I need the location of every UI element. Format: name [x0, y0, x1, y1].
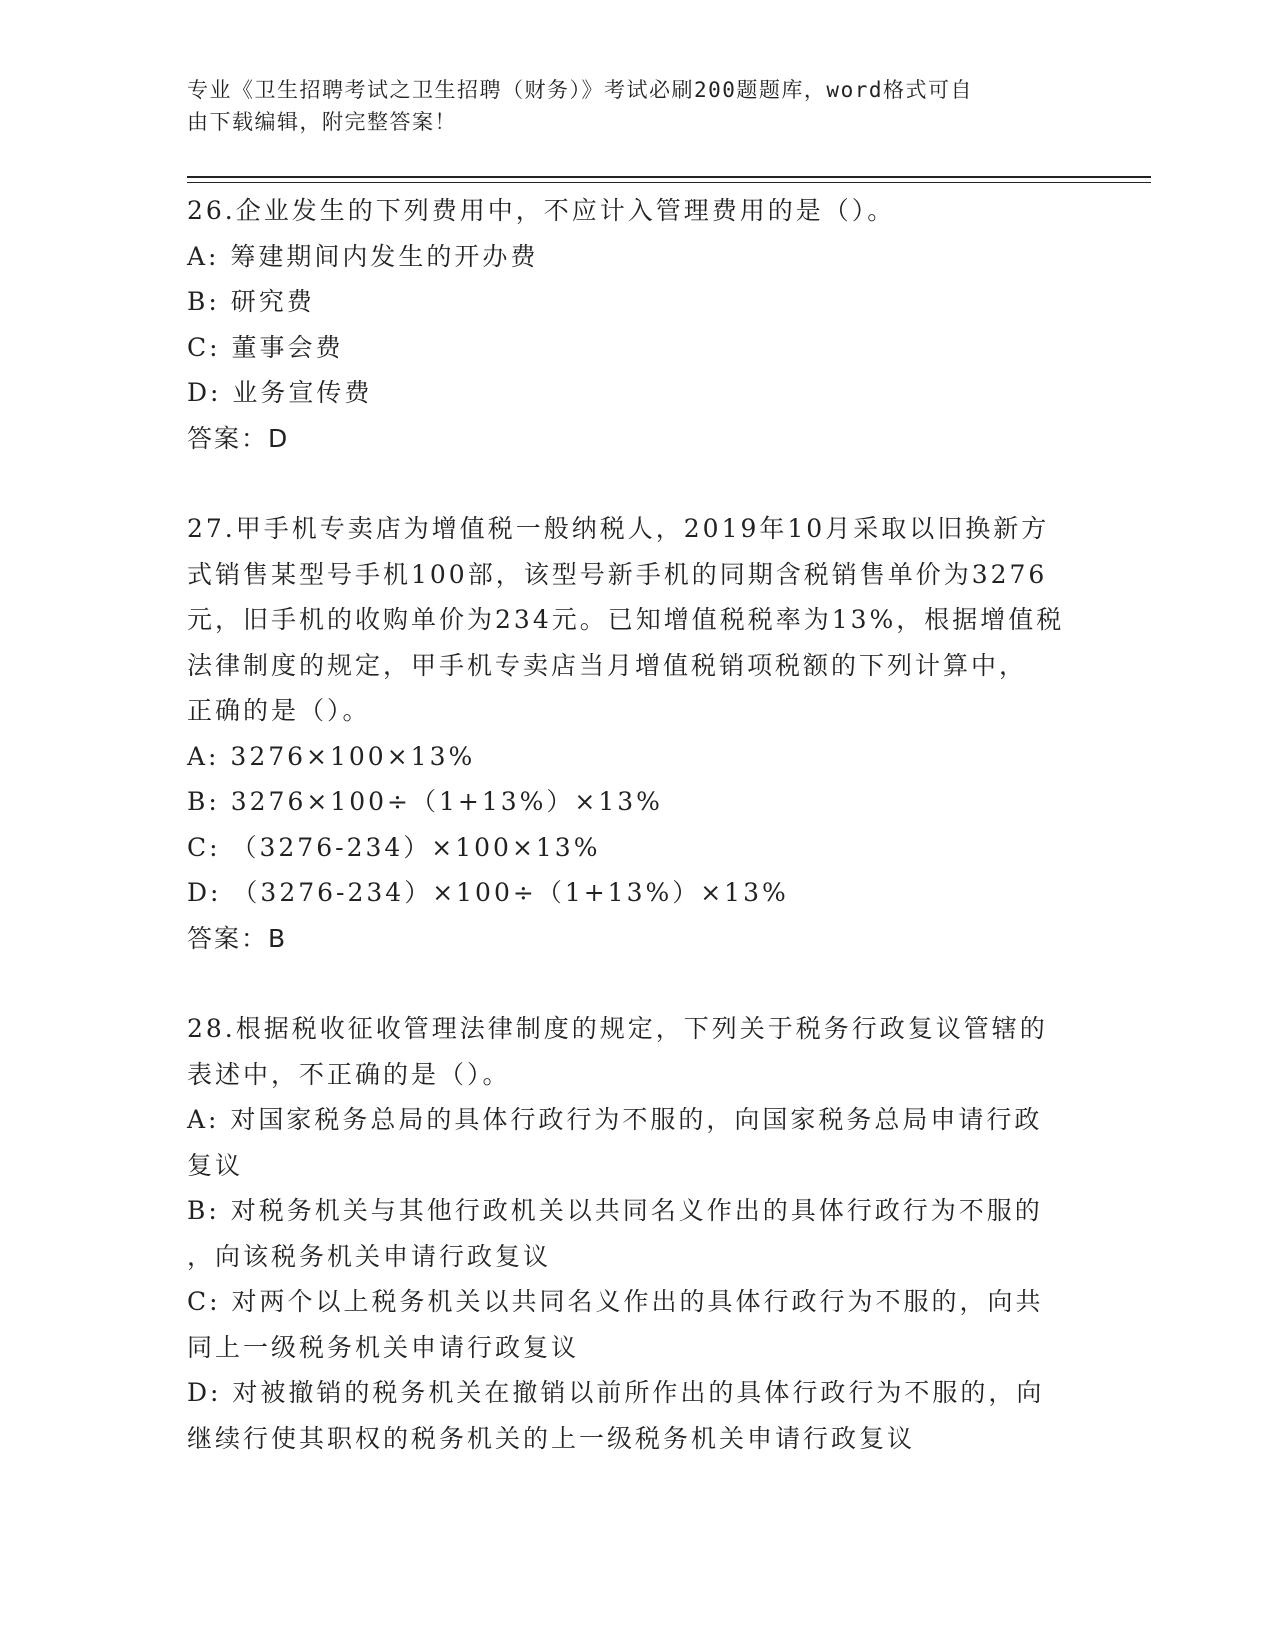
answer-key: 答案：D [187, 423, 290, 453]
answer-option: B: 对税务机关与其他行政机关以共同名义作出的具体行政行为不服的 [187, 1196, 1043, 1225]
question-stem: 28.根据税收征收管理法律制度的规定，下列关于税务行政复议管辖的 [187, 1014, 1048, 1043]
answer-option: A: 对国家税务总局的具体行政行为不服的，向国家税务总局申请行政 [187, 1105, 1043, 1134]
answer-key: 答案：B [187, 923, 288, 953]
answer-option: ，向该税务机关申请行政复议 [187, 1241, 552, 1271]
question-block [187, 188, 1087, 461]
answer-option: D: 对被撤销的税务机关在撤销以前所作出的具体行政行为不服的，向 [187, 1378, 1045, 1407]
question-stem: 正确的是（）。 [187, 696, 371, 725]
answer-option: 复议 [187, 1150, 244, 1180]
answer-option: A: 筹建期间内发生的开办费 [187, 241, 539, 271]
question-stem: 27.甲手机专卖店为增值税一般纳税人，2019年10月采取以旧换新方 [187, 514, 1050, 543]
question-block [187, 506, 1087, 961]
header-divider-thin [187, 182, 1151, 183]
answer-option: C: 对两个以上税务机关以共同名义作出的具体行政行为不服的，向共 [187, 1287, 1044, 1316]
answer-option: B: 3276×100÷（1+13%）×13% [187, 787, 663, 816]
answer-option: B: 研究费 [187, 287, 315, 316]
answer-option: C: 董事会费 [187, 332, 344, 362]
question-stem: 表述中，不正确的是（）。 [187, 1059, 511, 1089]
answer-option: C: （3276-234）×100×13% [187, 832, 601, 862]
document-header [187, 74, 1087, 138]
answer-option: D: 业务宣传费 [187, 378, 373, 407]
question-stem: 式销售某型号手机100部，该型号新手机的同期含税销售单价为3276 [187, 559, 1048, 589]
question-block [187, 1006, 1087, 1461]
header-divider [187, 176, 1151, 178]
answer-option: A: 3276×100×13% [187, 741, 476, 771]
header-line: 由下载编辑，附完整答案！ [187, 110, 457, 134]
question-list [187, 188, 1087, 1461]
header-line: 专业《卫生招聘考试之卫生招聘（财务）》考试必刷200题题库，word格式可自 [187, 78, 973, 102]
answer-option: D: （3276-234）×100÷（1+13%）×13% [187, 878, 789, 907]
answer-option: 继续行使其职权的税务机关的上一级税务机关申请行政复议 [187, 1423, 916, 1453]
question-stem: 26.企业发生的下列费用中，不应计入管理费用的是（）。 [187, 196, 896, 225]
question-stem: 法律制度的规定，甲手机专卖店当月增值税销项税额的下列计算中， [187, 650, 1028, 680]
question-stem: 元，旧手机的收购单价为234元。已知增值税税率为13%，根据增值税 [187, 605, 1065, 634]
answer-option: 同上一级税务机关申请行政复议 [187, 1332, 580, 1362]
